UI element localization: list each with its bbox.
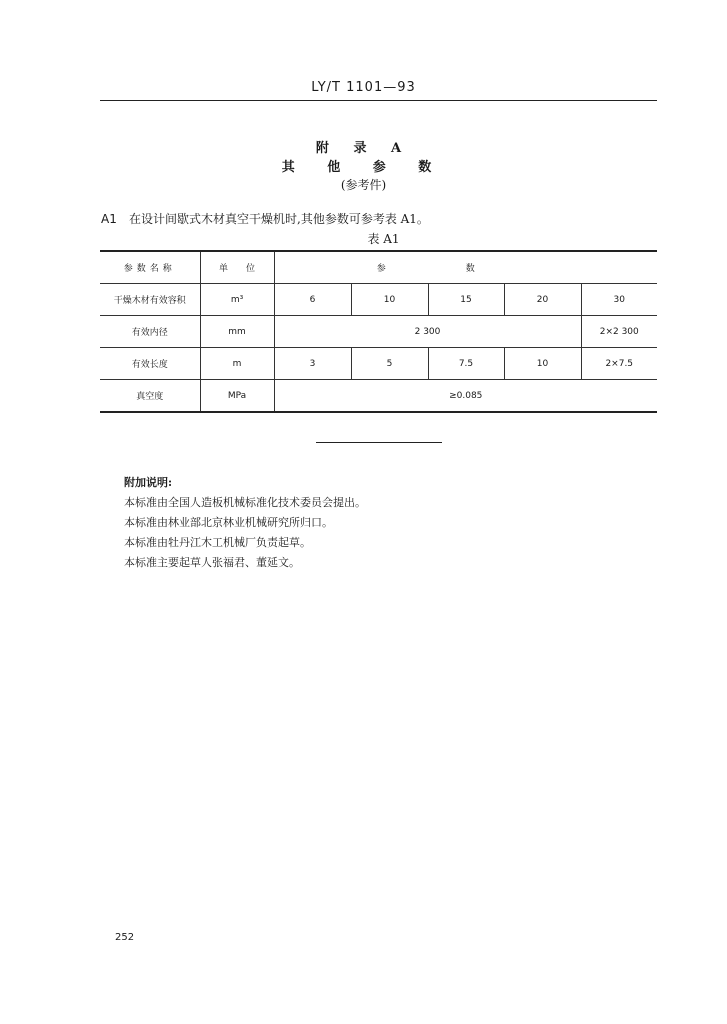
- table-row: [100, 316, 657, 348]
- table-caption: 表 A1: [367, 232, 400, 246]
- clause-label: A1: [101, 212, 117, 226]
- appendix-title: 附 录 A: [315, 141, 412, 156]
- header-unit: 单 位: [200, 251, 274, 284]
- header-param: 参数: [274, 251, 657, 284]
- appendix-subtitle: 其 他 参 数: [281, 160, 446, 175]
- cell-unit: m: [200, 348, 274, 380]
- notes-title: 附加说明:: [124, 476, 173, 489]
- note-line: 本标准主要起草人张福君、董延文。: [124, 556, 300, 569]
- cell-value: 5: [351, 348, 428, 380]
- cell-value: 20: [504, 284, 581, 316]
- parameter-table: [100, 250, 657, 413]
- cell-value: 10: [351, 284, 428, 316]
- cell-value: 7.5: [428, 348, 504, 380]
- cell-value: 6: [274, 284, 351, 316]
- cell-unit: m³: [200, 284, 274, 316]
- cell-name: 真空度: [100, 380, 200, 413]
- cell-name: 有效长度: [100, 348, 200, 380]
- cell-value: 2×2 300: [581, 316, 657, 348]
- cell-name: 干燥木材有效容积: [100, 284, 200, 316]
- clause-text: 在设计间歇式木材真空干燥机时,其他参数可参考表 A1。: [129, 212, 429, 226]
- header-rule: [100, 100, 657, 101]
- clause-a1: [101, 210, 429, 227]
- table-row: [100, 380, 657, 413]
- table-row: [100, 284, 657, 316]
- cell-value: 10: [504, 348, 581, 380]
- note-line: 本标准由林业部北京林业机械研究所归口。: [124, 516, 333, 529]
- cell-merged-value: ≥0.085: [274, 380, 657, 413]
- cell-value: 3: [274, 348, 351, 380]
- appendix-note: (参考件): [340, 178, 387, 192]
- section-divider: [316, 442, 442, 443]
- note-line: 本标准由全国人造板机械标准化技术委员会提出。: [124, 496, 366, 509]
- page-number: 252: [115, 932, 135, 943]
- cell-name: 有效内径: [100, 316, 200, 348]
- additional-notes: [124, 473, 366, 573]
- standard-code: LY/T 1101—93: [311, 80, 416, 95]
- cell-unit: mm: [200, 316, 274, 348]
- cell-value: 30: [581, 284, 657, 316]
- cell-unit: MPa: [200, 380, 274, 413]
- cell-value: 2×7.5: [581, 348, 657, 380]
- table-header-row: [100, 251, 657, 284]
- note-line: 本标准由牡丹江木工机械厂负责起草。: [124, 536, 311, 549]
- cell-merged-value: 2 300: [274, 316, 581, 348]
- table-row: [100, 348, 657, 380]
- cell-value: 15: [428, 284, 504, 316]
- header-param-name: 参数名称: [100, 251, 200, 284]
